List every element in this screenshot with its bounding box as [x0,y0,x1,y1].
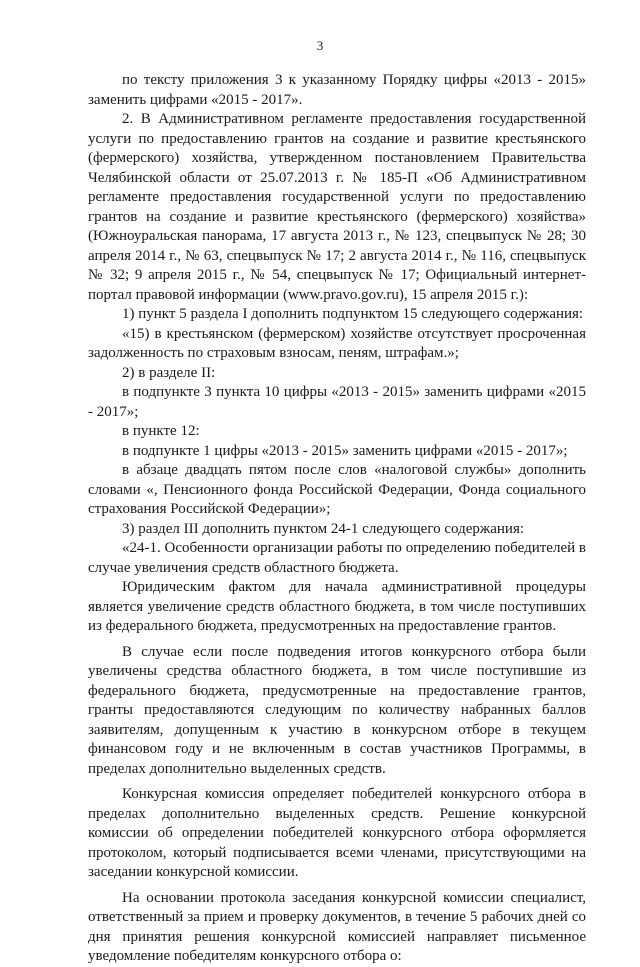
paragraph-10: 3) раздел III дополнить пунктом 24-1 следующего содержания: [122,520,525,537]
paragraph-4: «15) в крестьянском (фермерском) хозяйстве отсутствует просроченная задолженность по страховым взносам, пеням, штрафам.»; [88,325,586,361]
paragraph-8: в подпункте 1 цифры «2013 - 2015» заменить цифрами «2015 - 2017»; [122,442,568,459]
paragraph-7: в пункте 12: [122,423,200,439]
paragraph-9: в абзаце двадцать пятом после слов «налоговой службы» дополнить словами «, Пенсионного фонда Российской Федерации, Фонда социального страхования Российской Федерации»; [88,462,586,517]
paragraph-2: 2. В Административном регламенте предоставления государственной услуги по предоставлению грантов на создание и развитие крестьянского (фермерского) хозяйства, утвержденном постановлением Правительства Челябинской области от 25.07.2013 г. № 185-П «Об Административном регламенте предоставления государственной услуги по предоставлению грантов на создание и развитие крестьянского (фермерского) хозяйства» (Южноуральская панорама, 17 августа 2013 г., № 123, спецвыпуск № 28; 30 апреля 2014 г., № 63, спецвыпуск № 17; 2 августа 2014 г., № 116, спецвыпуск № 32; 9 апреля 2015 г., № 54, спецвыпуск № 17; Официальный интернет-портал правовой информации (www.pravo.gov.ru), 15 апреля 2015 г.): [88,111,586,303]
paragraph-15: На основании протокола заседания конкурсной комиссии специалист, ответственный за прием и проверку документов, в течение 5 рабочих дней со дня принятия решения конкурсной комиссией направляет письменное уведомление победителям конкурсного отбора о: [88,889,586,964]
paragraph-11: «24-1. Особенности организации работы по определению победителей в случае увеличения средств областного бюджета. [88,540,586,576]
paragraph-1: по тексту приложения 3 к указанному Порядку цифры «2013 - 2015» заменить цифрами «2015 - 2017». [88,72,586,108]
paragraph-5: 2) в разделе II: [122,364,216,381]
page-number: 3 [316,38,324,53]
paragraph-6: в подпункте 3 пункта 10 цифры «2013 - 2015» заменить цифрами «2015 - 2017»; [88,384,586,420]
paragraph-13: В случае если после подведения итогов конкурсного отбора были увеличены средства областного бюджета, в том числе поступившие из федерального бюджета, предусмотренные на предоставление грантов, гранты предоставляются следующим по количеству набранных баллов заявителям, допущенным к участию в конкурсном отборе в текущем финансовом году и не включенным в состав участников Программы, в пределах дополнительно выделенных средств. [88,643,586,777]
paragraph-14: Конкурсная комиссия определяет победителей конкурсного отбора в пределах дополнительно выделенных средств. Решение конкурсной комиссии об определении победителей конкурсного отбора оформляется протоколом, который подписывается всеми членами, присутствующими на заседании конкурсной комиссии. [88,786,586,880]
paragraph-12: Юридическим фактом для начала административной процедуры является увеличение средств областного бюджета, в том числе поступивших из федерального бюджета, предусмотренных на предоставление грантов. [88,579,586,634]
body-text [88,71,586,967]
paragraph-3: 1) пункт 5 раздела I дополнить подпунктом 15 следующего содержания: [122,306,584,322]
